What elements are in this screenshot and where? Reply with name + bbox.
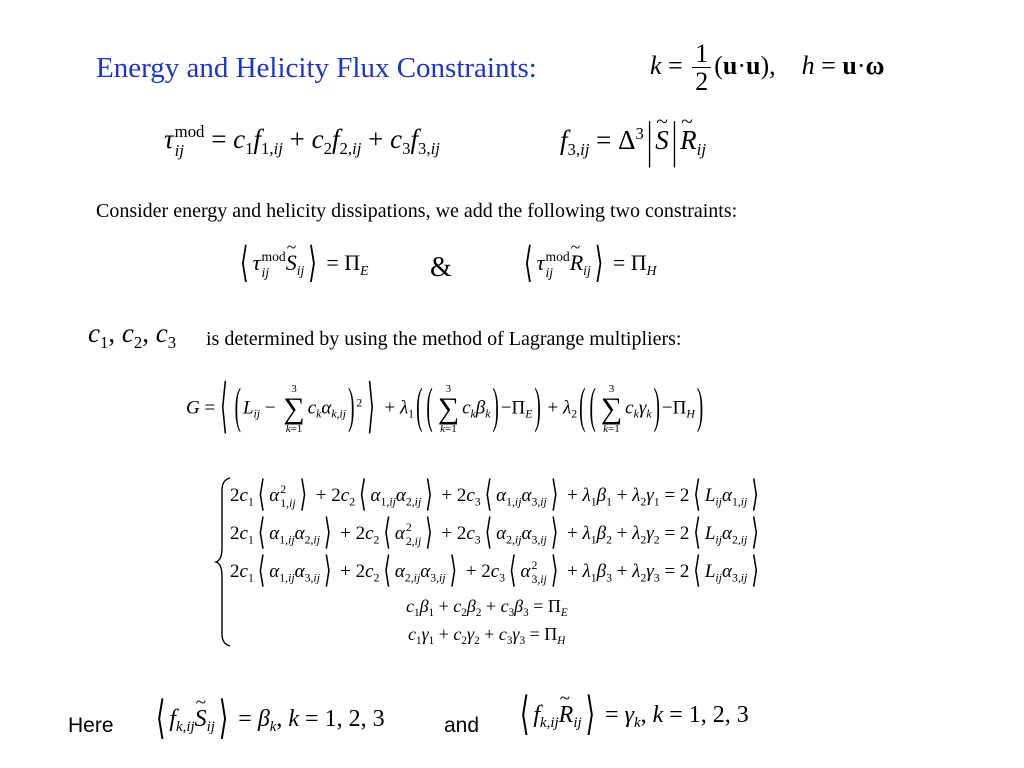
- system-equation-row-1: $2c_1$ ⟨ α 2 1,ij ⟩ + $2c_2$ ⟨ $\alpha_{1,ij}\alpha_{2,ij}$ ⟩ + $2c_3$ ⟨ $\alpha_{1,ij}\alpha_{3,ij}$ ⟩ + $\lambda_1\beta_1 + \lambda_2\gamma_1 = 2$ ⟨ $L_{ij}\alpha_{1,ij}$ ⟩: [230, 475, 759, 516]
- model-stress-equation: τ mod ij = $c_1f_{1,ij} + c_2f_{2,ij} + c_3f_{3,ij}$: [164, 122, 440, 160]
- system-equation-row-5: $c_1\gamma_1 + c_2\gamma_2 + c_3\gamma_3 = \Pi_H$: [408, 624, 566, 647]
- lagrangian-g-equation: G = ⟨ ( $L_{ij}$ − 3 ∑ k=1 $c_k\alpha_{k,ij}$ ) $^2$ ⟩ + $\lambda_1$ ( ( 3 ∑ k=1 $c_k\beta_k$ ) $-\Pi_E$ ) + $\lambda_2$ ( ( 3 ∑ k=1 $c_k\gamma_k$ ) $-\Pi_H$ ): [186, 375, 704, 441]
- definition-equation: k = $\frac{1}{2}$ (u·u), h = u·ω: [650, 39, 885, 97]
- and-label: and: [444, 714, 480, 737]
- energy-constraint-equation: ⟨ τ mod ij ~ $S_{ij}$ ⟩ = $\Pi_E$: [236, 250, 369, 280]
- helicity-constraint-equation: ⟨ τ mod ij ~ $R_{ij}$ ⟩ = $\Pi_H$: [520, 250, 656, 280]
- here-label: Here: [68, 714, 114, 737]
- lagrange-text: is determined by using the method of Lagrange multipliers:: [206, 328, 682, 350]
- consider-text: Consider energy and helicity dissipations, we add the following two constraints:: [96, 200, 738, 222]
- coefficients-symbols: $c_1$, $c_2$, $c_3$: [88, 318, 177, 352]
- beta-definition-equation: ⟨ $f_{k,ij}\sim$ $S_{ij}$ ⟩ = $\beta_k$, k = 1, 2, 3: [152, 704, 385, 736]
- slide-title: Energy and Helicity Flux Constraints:: [96, 52, 537, 84]
- system-equation-row-4: $c_1\beta_1 + c_2\beta_2 + c_3\beta_3 = \Pi_E$: [406, 596, 568, 619]
- system-equation-row-2: $2c_1$ ⟨ $\alpha_{1,ij}\alpha_{2,ij}$ ⟩ + $2c_2$ ⟨ α 2 2,ij ⟩ + $2c_3$ ⟨ $\alpha_{2,ij}\alpha_{3,ij}$ ⟩ + $\lambda_1\beta_2 + \lambda_2\gamma_2 = 2$ ⟨ $L_{ij}\alpha_{2,ij}$ ⟩: [230, 513, 759, 554]
- ampersand: &: [430, 252, 452, 283]
- one-half-fraction: $\frac{1}{2}$: [692, 40, 711, 96]
- system-equation-row-3: $2c_1$ ⟨ $\alpha_{1,ij}\alpha_{3,ij}$ ⟩ + $2c_2$ ⟨ $\alpha_{2,ij}\alpha_{3,ij}$ ⟩ + $2c_3$ ⟨ α 2 3,ij ⟩ + $\lambda_1\beta_3 + \lambda_2\gamma_3 = 2$ ⟨ $L_{ij}\alpha_{3,ij}$ ⟩: [230, 551, 759, 592]
- gamma-definition-equation: ⟨ $f_{k,ij}\sim$ $R_{ij}$ ⟩ = $\gamma_k$, k = 1, 2, 3: [516, 700, 749, 732]
- f3-definition-equation: $f_{3,ij} = \Delta^3$ |~ S |~ $R_{ij}$: [560, 124, 706, 160]
